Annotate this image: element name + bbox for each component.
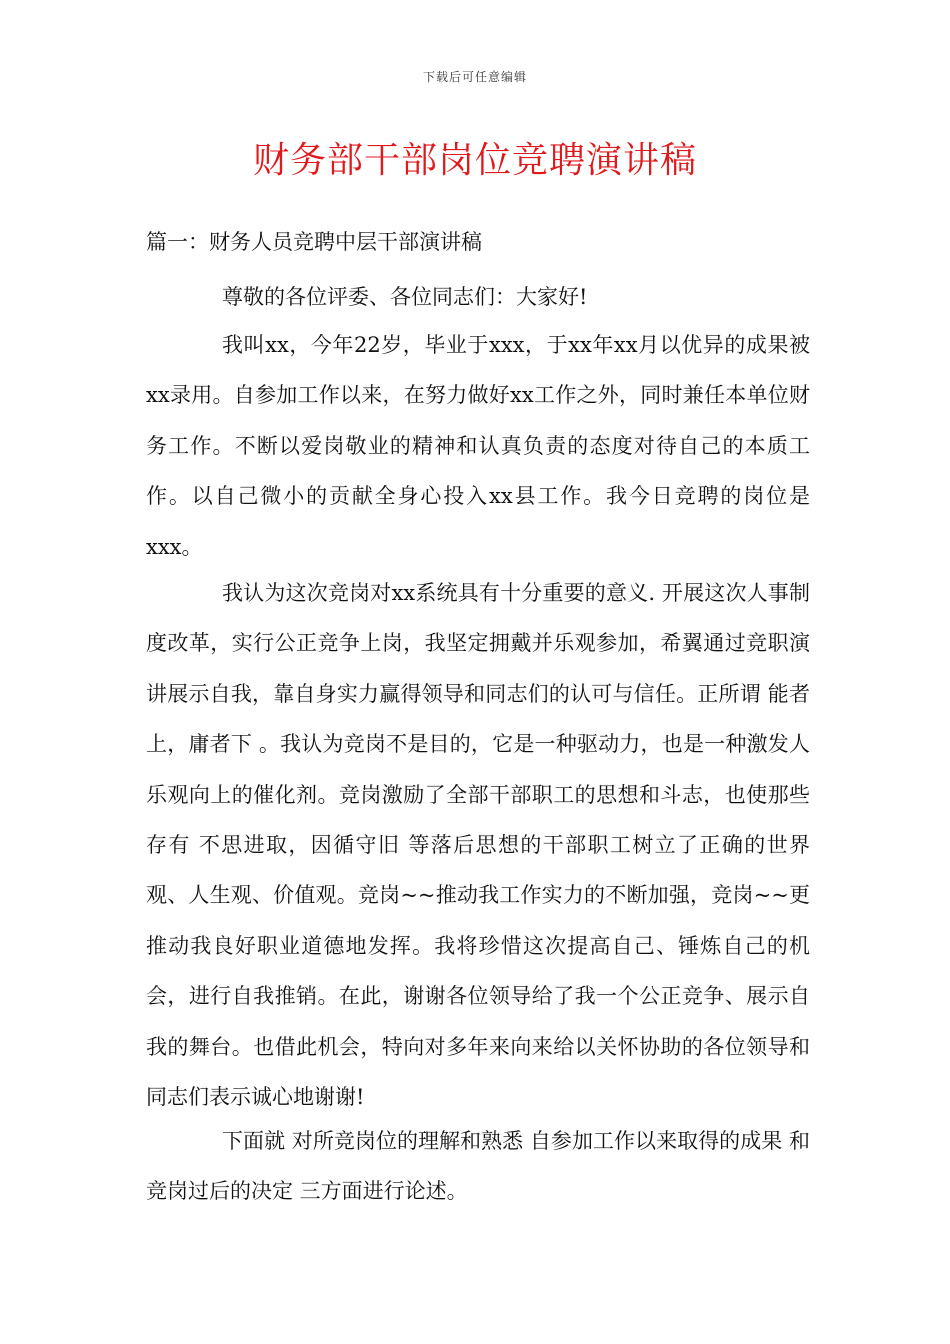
paragraph-significance: 我认为这次竞岗对xx系统具有十分重要的意义. 开展这次人事制度改革，实行公正竞争上岗，我坚定拥戴并乐观参加，希翼通过竞职演讲展示自我，靠自身实力赢得领导和同志们的认可与信任。正所谓 能者上，庸者下 。我认为竞岗不是目的，它是一种驱动力，也是一种激发人乐观向上的催化剂。竞岗激励了全部干部职工的思想和斗志，也使那些存有 不思进取，因循守旧 等落后思想的干部职工树立了正确的世界观、人生观、价值观。竞岗~~推动我工作实力的不断加强，竞岗~~更推动我良好职业道德地发挥。我将珍惜这次提高自己、锤炼自己的机会，进行自我推销。在此，谢谢各位领导给了我一个公正竞争、展示自我的舞台。也借此机会，特向对多年来向来给以关怀协助的各位领导和同志们表示诚心地谢谢! — [146, 581, 810, 1110]
greeting-line: 尊敬的各位评委、各位同志们：大家好! — [222, 285, 588, 309]
header-note: 下载后可任意编辑 — [422, 70, 527, 84]
paragraph-introduction: 我叫xx，今年22岁，毕业于xxx，于xx年xx月以优异的成果被xx录用。自参加工作以来，在努力做好xx工作之外，同时兼任本单位财务工作。不断以爱岗敬业的精神和认真负责的态度对待自己的本质工作。以自己微小的贡献全身心投入xx县工作。我今日竞聘的岗位是xxx。 — [146, 333, 810, 559]
section-heading: 篇一：财务人员竞聘中层干部演讲稿 — [146, 230, 482, 254]
document-title: 财务部干部岗位竞聘演讲稿 — [252, 140, 697, 181]
paragraph-outline: 下面就 对所竞岗位的理解和熟悉 自参加工作以来取得的成果 和 竞岗过后的决定 三方面进行论述。 — [146, 1129, 810, 1204]
